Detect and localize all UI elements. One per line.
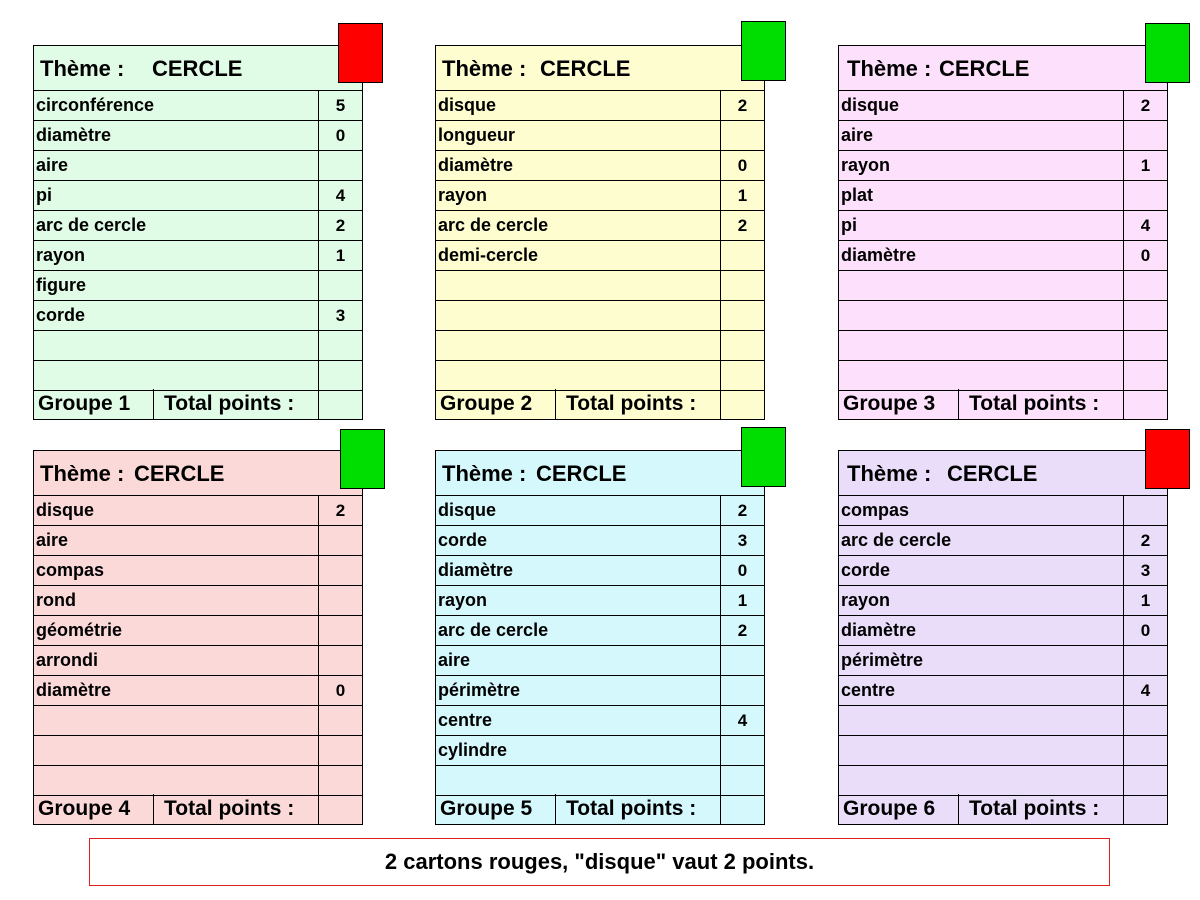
card-footer bbox=[34, 794, 362, 824]
word-row bbox=[34, 361, 362, 391]
word-term: longueur bbox=[438, 125, 515, 145]
total-points-value bbox=[318, 389, 362, 419]
word-points bbox=[720, 676, 764, 705]
word-row bbox=[839, 121, 1167, 151]
word-row bbox=[839, 706, 1167, 736]
word-term: demi-cercle bbox=[438, 245, 539, 265]
word-points: 2 bbox=[318, 496, 362, 525]
word-row bbox=[839, 616, 1167, 646]
group-label: Groupe 3 bbox=[839, 389, 959, 419]
word-row bbox=[436, 556, 764, 586]
theme-label: Thème : bbox=[847, 56, 932, 81]
word-list bbox=[34, 91, 362, 389]
word-term: périmètre bbox=[438, 680, 521, 700]
green-card-flag bbox=[741, 21, 786, 81]
word-term: compas bbox=[841, 500, 910, 520]
word-list bbox=[34, 496, 362, 794]
word-row bbox=[839, 496, 1167, 526]
word-row bbox=[436, 361, 764, 391]
word-term: pi bbox=[841, 215, 857, 235]
word-row bbox=[839, 556, 1167, 586]
theme-value: CERCLE bbox=[152, 56, 243, 81]
word-term: aire bbox=[36, 155, 69, 175]
word-term: disque bbox=[36, 500, 95, 520]
word-points: 0 bbox=[318, 121, 362, 150]
theme-label: Thème : bbox=[40, 461, 125, 486]
theme-value: CERCLE bbox=[939, 56, 1030, 81]
word-row bbox=[839, 586, 1167, 616]
word-points bbox=[720, 271, 764, 300]
word-points bbox=[318, 151, 362, 180]
word-term: centre bbox=[841, 680, 896, 700]
theme-value: CERCLE bbox=[134, 461, 225, 486]
word-term: arc de cercle bbox=[438, 620, 549, 640]
word-row bbox=[839, 91, 1167, 121]
word-term: rayon bbox=[841, 590, 891, 610]
score-card-1 bbox=[33, 45, 363, 420]
score-card-3 bbox=[838, 45, 1168, 420]
word-term: diamètre bbox=[36, 680, 112, 700]
word-term: disque bbox=[438, 500, 497, 520]
word-row bbox=[34, 706, 362, 736]
word-points bbox=[720, 331, 764, 360]
word-row bbox=[436, 301, 764, 331]
word-points bbox=[318, 586, 362, 615]
total-points-label: Total points : bbox=[566, 797, 697, 820]
word-list bbox=[436, 91, 764, 389]
word-term: arc de cercle bbox=[841, 530, 952, 550]
theme-value: CERCLE bbox=[540, 56, 631, 81]
red-card-flag bbox=[1145, 429, 1190, 489]
word-points bbox=[318, 706, 362, 735]
word-row bbox=[34, 766, 362, 796]
card-header bbox=[839, 451, 1167, 496]
word-row bbox=[436, 211, 764, 241]
total-points-value bbox=[1123, 389, 1167, 419]
word-row bbox=[436, 121, 764, 151]
word-row bbox=[34, 526, 362, 556]
word-row bbox=[34, 211, 362, 241]
word-row bbox=[34, 121, 362, 151]
word-term: rayon bbox=[36, 245, 86, 265]
word-row bbox=[34, 331, 362, 361]
word-row bbox=[436, 616, 764, 646]
word-term: figure bbox=[36, 275, 87, 295]
score-card-4 bbox=[33, 450, 363, 825]
word-points bbox=[720, 736, 764, 765]
word-row bbox=[34, 646, 362, 676]
word-term: corde bbox=[36, 305, 86, 325]
word-points bbox=[1123, 361, 1167, 390]
score-card-5 bbox=[435, 450, 765, 825]
word-term: disque bbox=[841, 95, 900, 115]
total-points-value bbox=[1123, 794, 1167, 824]
word-points bbox=[318, 616, 362, 645]
word-row bbox=[436, 271, 764, 301]
word-row bbox=[839, 646, 1167, 676]
word-term: corde bbox=[438, 530, 488, 550]
word-list bbox=[839, 496, 1167, 794]
word-points: 2 bbox=[720, 91, 764, 120]
word-points bbox=[1123, 706, 1167, 735]
word-points: 4 bbox=[1123, 676, 1167, 705]
word-points: 2 bbox=[720, 211, 764, 240]
theme-label: Thème : bbox=[442, 56, 527, 81]
word-row bbox=[34, 151, 362, 181]
word-points bbox=[1123, 121, 1167, 150]
word-term: pi bbox=[36, 185, 52, 205]
total-points-value bbox=[720, 794, 764, 824]
theme-value: CERCLE bbox=[536, 461, 627, 486]
word-points bbox=[720, 361, 764, 390]
word-row bbox=[839, 361, 1167, 391]
word-term: aire bbox=[841, 125, 874, 145]
card-footer bbox=[34, 389, 362, 419]
score-card-2 bbox=[435, 45, 765, 420]
word-term: aire bbox=[438, 650, 471, 670]
group-label: Groupe 2 bbox=[436, 389, 556, 419]
word-points: 1 bbox=[720, 181, 764, 210]
word-row bbox=[34, 736, 362, 766]
word-row bbox=[839, 181, 1167, 211]
total-points-label: Total points : bbox=[969, 797, 1100, 820]
word-term: diamètre bbox=[438, 155, 514, 175]
word-row bbox=[839, 331, 1167, 361]
red-card-flag bbox=[338, 23, 383, 83]
theme-label: Thème : bbox=[847, 461, 932, 486]
card-footer bbox=[436, 389, 764, 419]
word-term: corde bbox=[841, 560, 891, 580]
word-points bbox=[1123, 496, 1167, 525]
word-points: 5 bbox=[318, 91, 362, 120]
card-header bbox=[34, 451, 362, 496]
word-row bbox=[34, 181, 362, 211]
word-term: rayon bbox=[841, 155, 891, 175]
word-points bbox=[1123, 766, 1167, 795]
word-row bbox=[839, 301, 1167, 331]
word-row bbox=[436, 151, 764, 181]
word-row bbox=[839, 241, 1167, 271]
word-points: 2 bbox=[318, 211, 362, 240]
word-row bbox=[436, 736, 764, 766]
word-term: diamètre bbox=[841, 620, 917, 640]
word-row bbox=[436, 496, 764, 526]
word-points bbox=[318, 736, 362, 765]
word-row bbox=[436, 676, 764, 706]
word-points bbox=[1123, 301, 1167, 330]
word-row bbox=[34, 496, 362, 526]
word-term: rond bbox=[36, 590, 76, 610]
total-points-label: Total points : bbox=[566, 392, 697, 415]
word-row bbox=[839, 211, 1167, 241]
word-points bbox=[720, 121, 764, 150]
word-term: rayon bbox=[438, 590, 488, 610]
word-points bbox=[1123, 331, 1167, 360]
word-row bbox=[839, 676, 1167, 706]
card-header bbox=[34, 46, 362, 91]
word-points: 2 bbox=[720, 616, 764, 645]
word-term: compas bbox=[36, 560, 105, 580]
word-points bbox=[1123, 271, 1167, 300]
word-points: 1 bbox=[318, 241, 362, 270]
word-points: 0 bbox=[720, 151, 764, 180]
card-footer bbox=[839, 389, 1167, 419]
card-footer bbox=[436, 794, 764, 824]
word-points: 4 bbox=[720, 706, 764, 735]
word-term: arc de cercle bbox=[438, 215, 549, 235]
word-row bbox=[436, 181, 764, 211]
word-term: rayon bbox=[438, 185, 488, 205]
word-row bbox=[34, 556, 362, 586]
word-term: centre bbox=[438, 710, 493, 730]
score-card-6 bbox=[838, 450, 1168, 825]
word-points: 0 bbox=[1123, 241, 1167, 270]
total-points-label: Total points : bbox=[969, 392, 1100, 415]
word-row bbox=[436, 766, 764, 796]
word-points bbox=[318, 271, 362, 300]
result-caption: 2 cartons rouges, "disque" vaut 2 points. bbox=[89, 838, 1110, 886]
card-header bbox=[839, 46, 1167, 91]
word-points bbox=[318, 526, 362, 555]
word-points bbox=[318, 556, 362, 585]
green-card-flag bbox=[1145, 23, 1190, 83]
group-label: Groupe 1 bbox=[34, 389, 154, 419]
group-label: Groupe 4 bbox=[34, 794, 154, 824]
word-term: diamètre bbox=[841, 245, 917, 265]
word-points bbox=[720, 241, 764, 270]
word-points: 1 bbox=[720, 586, 764, 615]
word-row bbox=[839, 151, 1167, 181]
word-row bbox=[436, 586, 764, 616]
word-term: périmètre bbox=[841, 650, 924, 670]
green-card-flag bbox=[741, 427, 786, 487]
word-row bbox=[839, 736, 1167, 766]
card-footer bbox=[839, 794, 1167, 824]
word-row bbox=[34, 271, 362, 301]
word-points: 2 bbox=[720, 496, 764, 525]
word-points bbox=[318, 766, 362, 795]
theme-label: Thème : bbox=[442, 461, 527, 486]
word-points bbox=[720, 301, 764, 330]
word-row bbox=[34, 586, 362, 616]
word-list bbox=[839, 91, 1167, 389]
word-points bbox=[720, 766, 764, 795]
word-points: 4 bbox=[1123, 211, 1167, 240]
word-row bbox=[34, 616, 362, 646]
word-points: 4 bbox=[318, 181, 362, 210]
word-term: plat bbox=[841, 185, 874, 205]
total-points-value bbox=[318, 794, 362, 824]
word-term: diamètre bbox=[36, 125, 112, 145]
word-row bbox=[436, 331, 764, 361]
word-row bbox=[34, 91, 362, 121]
total-points-label: Total points : bbox=[164, 797, 295, 820]
word-points: 0 bbox=[318, 676, 362, 705]
word-points bbox=[1123, 646, 1167, 675]
group-label: Groupe 6 bbox=[839, 794, 959, 824]
word-term: arrondi bbox=[36, 650, 99, 670]
word-list bbox=[436, 496, 764, 794]
word-points bbox=[1123, 736, 1167, 765]
word-term: géométrie bbox=[36, 620, 123, 640]
word-points bbox=[1123, 181, 1167, 210]
word-row bbox=[436, 646, 764, 676]
theme-value: CERCLE bbox=[947, 461, 1038, 486]
word-points: 3 bbox=[1123, 556, 1167, 585]
word-points: 3 bbox=[720, 526, 764, 555]
word-points bbox=[720, 646, 764, 675]
word-points: 0 bbox=[720, 556, 764, 585]
total-points-value bbox=[720, 389, 764, 419]
card-header bbox=[436, 46, 764, 91]
word-row bbox=[839, 526, 1167, 556]
word-term: arc de cercle bbox=[36, 215, 147, 235]
word-term: disque bbox=[438, 95, 497, 115]
word-points: 2 bbox=[1123, 91, 1167, 120]
word-points: 1 bbox=[1123, 586, 1167, 615]
word-points bbox=[318, 331, 362, 360]
word-row bbox=[436, 241, 764, 271]
word-points: 1 bbox=[1123, 151, 1167, 180]
word-row bbox=[436, 91, 764, 121]
green-card-flag bbox=[340, 429, 385, 489]
word-points: 0 bbox=[1123, 616, 1167, 645]
word-row bbox=[34, 676, 362, 706]
word-term: diamètre bbox=[438, 560, 514, 580]
theme-label: Thème : bbox=[40, 56, 125, 81]
word-row bbox=[34, 241, 362, 271]
card-header bbox=[436, 451, 764, 496]
word-term: circonférence bbox=[36, 95, 155, 115]
word-row bbox=[436, 706, 764, 736]
total-points-label: Total points : bbox=[164, 392, 295, 415]
word-points: 3 bbox=[318, 301, 362, 330]
word-row bbox=[839, 766, 1167, 796]
word-row bbox=[34, 301, 362, 331]
word-row bbox=[839, 271, 1167, 301]
group-label: Groupe 5 bbox=[436, 794, 556, 824]
word-points bbox=[318, 361, 362, 390]
word-row bbox=[436, 526, 764, 556]
word-term: cylindre bbox=[438, 740, 508, 760]
word-points bbox=[318, 646, 362, 675]
word-term: aire bbox=[36, 530, 69, 550]
word-points: 2 bbox=[1123, 526, 1167, 555]
